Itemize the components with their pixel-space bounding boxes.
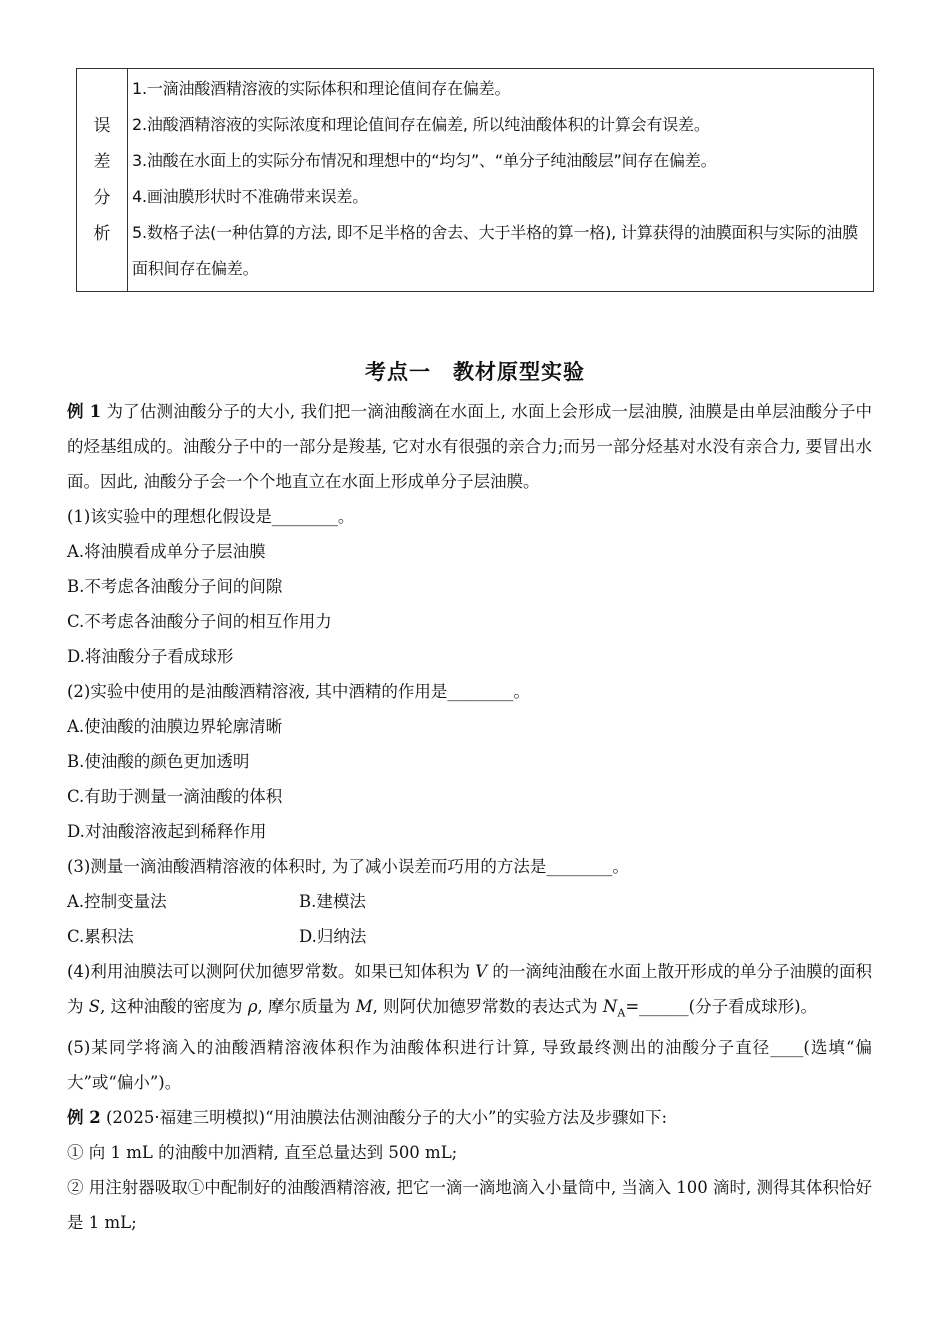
q4-text: , 摩尔质量为 bbox=[257, 997, 356, 1016]
error-item: 3.油酸在水面上的实际分布情况和理想中的“均匀”、“单分子纯油酸层”间存在偏差。 bbox=[132, 151, 717, 170]
label-char: 分 bbox=[93, 188, 111, 208]
q4-text: 的一滴纯油酸在水面上散开形成的单分子油膜的面积为 bbox=[67, 962, 872, 1016]
var-S: S bbox=[88, 997, 101, 1016]
q4-text: , 这种油酸的密度为 bbox=[100, 997, 248, 1016]
step: ① 向 1 mL 的油酸中加酒精, 直至总量达到 500 mL; bbox=[67, 1143, 458, 1163]
label-char: 误 bbox=[93, 116, 111, 136]
q4-text: , 则阿伏加德罗常数的表达式为 bbox=[372, 997, 603, 1016]
question-5: (5)某同学将滴入的油酸酒精溶液体积作为油酸体积进行计算, 导致最终测出的油酸分子直径____(选填“偏大”或“偏小”)。 bbox=[67, 1038, 872, 1093]
error-analysis-body bbox=[128, 69, 874, 292]
var-NA: N bbox=[602, 997, 618, 1016]
option: A.将油膜看成单分子层油膜 bbox=[67, 542, 266, 561]
option: B.建模法 bbox=[299, 892, 366, 911]
option: C.累积法 bbox=[67, 927, 134, 946]
option: C.不考虑各油酸分子间的相互作用力 bbox=[67, 612, 332, 631]
option: A.控制变量法 bbox=[67, 892, 167, 911]
error-item: 2.油酸酒精溶液的实际浓度和理论值间存在偏差, 所以纯油酸体积的计算会有误差。 bbox=[132, 115, 710, 134]
question-2: (2)实验中使用的是油酸酒精溶液, 其中酒精的作用是________。 bbox=[67, 682, 530, 701]
section-title: 考点一 教材原型实验 bbox=[365, 360, 585, 384]
example1-intro bbox=[67, 394, 872, 499]
option: D.将油酸分子看成球形 bbox=[67, 647, 234, 666]
subscript-A: A bbox=[617, 1006, 626, 1020]
option-row bbox=[67, 884, 872, 919]
q4-text: (4)利用油膜法可以测阿伏加德罗常数。如果已知体积为 bbox=[67, 962, 476, 981]
label-char: 差 bbox=[93, 152, 111, 172]
option: B.不考虑各油酸分子间的间隙 bbox=[67, 577, 283, 596]
option: D.归纳法 bbox=[299, 927, 367, 946]
error-item: 1.一滴油酸酒精溶液的实际体积和理论值间存在偏差。 bbox=[132, 79, 511, 98]
option-row bbox=[67, 919, 872, 954]
content-body bbox=[67, 394, 872, 1240]
var-rho: ρ bbox=[247, 997, 258, 1016]
error-item: 4.画油膜形状时不准确带来误差。 bbox=[132, 187, 369, 206]
label-char: 析 bbox=[93, 224, 111, 244]
error-item: 5.数格子法(一种估算的方法, 即不足半格的舍去、大于半格的算一格), 计算获得的油膜面积与实际的油膜面积间存在偏差。 bbox=[132, 223, 858, 278]
example2-intro bbox=[67, 1100, 872, 1135]
option: D.对油酸溶液起到稀释作用 bbox=[67, 822, 267, 841]
example2-intro-text: (2025·福建三明模拟)“用油膜法估测油酸分子的大小”的实验方法及步骤如下: bbox=[100, 1108, 668, 1128]
error-analysis-label bbox=[77, 69, 128, 292]
step: ② 用注射器吸取①中配制好的油酸酒精溶液, 把它一滴一滴地滴入小量筒中, 当滴入 100 滴时, 测得其体积恰好是 1 mL; bbox=[67, 1178, 872, 1233]
example-label: 例 2 bbox=[67, 1108, 101, 1128]
question-3: (3)测量一滴油酸酒精溶液的体积时, 为了减小误差而巧用的方法是________。 bbox=[67, 857, 629, 876]
var-M: M bbox=[355, 997, 373, 1016]
q4-text: =______(分子看成球形)。 bbox=[625, 997, 818, 1016]
error-analysis-table bbox=[76, 68, 874, 292]
option: C.有助于测量一滴油酸的体积 bbox=[67, 787, 283, 806]
option: A.使油酸的油膜边界轮廓清晰 bbox=[67, 717, 283, 736]
question-1: (1)该实验中的理想化假设是________。 bbox=[67, 507, 355, 526]
example1-intro-text: 为了估测油酸分子的大小, 我们把一滴油酸滴在水面上, 水面上会形成一层油膜, 油膜是由单层油酸分子中的烃基组成的。油酸分子中的一部分是羧基, 它对水有很强的亲合力;而另一部分烃基对水没有亲合力, 要冒出水面。因此, 油酸分子会一个个地直立在水面上形成单分子层油膜。 bbox=[67, 402, 872, 491]
var-V: V bbox=[475, 962, 488, 981]
option: B.使油酸的颜色更加透明 bbox=[67, 752, 250, 771]
question-4 bbox=[67, 954, 872, 1030]
example-label: 例 1 bbox=[67, 402, 102, 421]
